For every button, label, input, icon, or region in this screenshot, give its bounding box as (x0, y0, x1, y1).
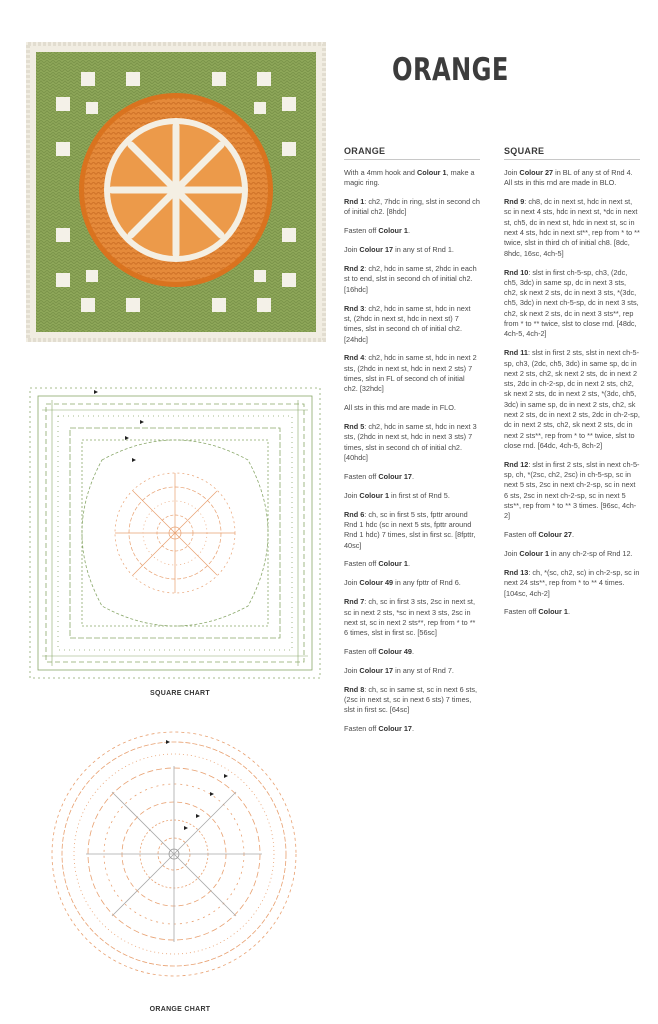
square-paragraph: Rnd 10: slst in first ch-5-sp, ch3, (2dc, ch5, 3dc) in same sp, dc in next 3 sts, ch2, sk next 2 sts, dc in next 3 sts, *(3dc, ch5, 3dc) in next ch-5-sp, dc in next 3 sts, ch2, sk next 2 sts, dc in next 3 sts**, rep from * to ** twice, slst to close rnd. [48dc, 4ch-5, 4ch-2] (504, 267, 639, 339)
square-paragraph: Join Colour 27 in BL of any st of Rnd 4. All sts in this rnd are made in BLO. (504, 168, 633, 188)
square-paragraph: Join Colour 1 in any ch-2-sp of Rnd 12. (504, 549, 633, 559)
square-paragraph: Fasten off Colour 1. (504, 607, 570, 617)
square-chart (22, 380, 328, 686)
orange-paragraph: Join Colour 1 in first st of Rnd 5. (344, 490, 450, 500)
orange-instructions (344, 146, 480, 743)
square-paragraph: Fasten off Colour 27. (504, 530, 575, 540)
orange-paragraphs (344, 168, 480, 735)
square-paragraph: Rnd 9: ch8, dc in next st, hdc in next st, sc in next 4 sts, hdc in next st, *dc in next st, ch5, dc in next st, hdc in next st, sc in next 4 sts, hdc in next st**, rep from * to ** twice, slst in third ch of initial ch8. [8dc, 8hdc, 16sc, 4ch-5] (504, 197, 640, 258)
orange-paragraph: Fasten off Colour 1. (344, 226, 410, 236)
orange-paragraph: Rnd 7: ch, sc in first 3 sts, 2sc in next st, sc in next 2 sts, *sc in next 3 sts, 2sc in next st, sc in next 2 sts**, rep from * to ** 6 times, slst in first sc. [56sc] (344, 597, 476, 638)
orange-paragraph: Rnd 4: ch2, hdc in same st, hdc in next 2 sts, (2hdc in next st, hdc in next 2 sts) 7 times, slst in FL of second ch of initial ch2. [32hdc] (344, 353, 477, 394)
orange-paragraph: Rnd 5: ch2, hdc in same st, hdc in next 3 sts, (2hdc in next st, hdc in next 3 sts) 7 times, slst in second ch of initial ch2. [40hdc] (344, 422, 477, 462)
orange-paragraph: Join Colour 17 in any st of Rnd 1. (344, 245, 454, 255)
orange-paragraph: Rnd 6: ch, sc in first 5 sts, fpttr around Rnd 1 hdc (sc in next 5 sts, fpttr around Rnd 1 hdc) 7 times, slst in first sc. [8fpttr, 40sc] (344, 509, 476, 550)
square-chart-caption: SQUARE CHART (150, 690, 210, 697)
orange-paragraph: With a 4mm hook and Colour 1, make a magic ring. (344, 168, 475, 188)
orange-paragraph: Join Colour 17 in any st of Rnd 7. (344, 665, 454, 675)
orange-paragraph: Rnd 8: ch, sc in same st, sc in next 6 sts, (2sc in next st, sc in next 6 sts) 7 times, slst in first sc. [64sc] (344, 684, 478, 715)
orange-chart (46, 726, 302, 982)
orange-paragraph: Fasten off Colour 17. (344, 724, 415, 734)
orange-paragraph: Join Colour 49 in any fpttr of Rnd 6. (344, 578, 461, 588)
orange-paragraph: Fasten off Colour 17. (344, 471, 415, 481)
orange-paragraph: Fasten off Colour 49. (344, 647, 415, 656)
orange-chart-caption: ORANGE CHART (149, 1006, 211, 1013)
square-paragraphs (504, 168, 640, 618)
square-paragraph: Rnd 11: slst in first 2 sts, slst in next ch-5-sp, ch3, (2dc, ch5, 3dc) in same sp, dc in next 2 sts, ch2, sk next 2 sts, dc in next 2 sts, 2dc in ch-2-sp, dc in next 2 sts, ch2, sk next 2 sts, dc in next 2 sts, *(3dc, ch5, 3dc) in same sp, dc in next 2 sts, ch2, sk next 2 sts, dc in next 2 sts, 2dc in ch-2-sp, dc in next 2 sts, ch2, sk next 2 sts, dc in next 2 sts**, rep from * to ** twice, slst to close rnd. [64dc, 4ch-5, 8ch-2] (504, 348, 640, 450)
square-heading: SQUARE (504, 146, 640, 160)
pattern-title: ORANGE (392, 52, 509, 88)
orange-paragraph: All sts in this rnd are made in FLO. (344, 403, 456, 413)
orange-paragraph: Rnd 1: ch2, 7hdc in ring, slst in second ch of initial ch2. [8hdc] (344, 197, 480, 217)
orange-heading: ORANGE (344, 146, 480, 160)
orange-paragraph: Rnd 3: ch2, hdc in same st, hdc in next st, (2hdc in next st, hdc in next st) 7 times, slst in second ch of initial ch2. [24hdc] (344, 303, 471, 344)
square-instructions (504, 146, 640, 626)
square-paragraph: Rnd 13: ch, *(sc, ch2, sc) in ch-2-sp, sc in next 24 sts**, rep from * to ** 4 times. [104sc, 4ch-2] (504, 567, 640, 598)
square-paragraph: Rnd 12: slst in first 2 sts, slst in next ch-5-sp, ch, *(2sc, ch2, 2sc) in ch-5-sp, sc in next 5 sts, 2sc in next ch-2-sp, sc in next 6 sts, 2sc in next ch-2-sp, sc in next 5 sts**, rep from * to ** 3 times. [96sc, 4ch-2] (504, 459, 640, 521)
orange-paragraph: Rnd 2: ch2, hdc in same st, 2hdc in each st to end, slst in second ch of initial ch2. [16hdc] (344, 264, 477, 294)
orange-paragraph: Fasten off Colour 1. (344, 559, 410, 569)
crochet-square-photo (26, 42, 326, 342)
